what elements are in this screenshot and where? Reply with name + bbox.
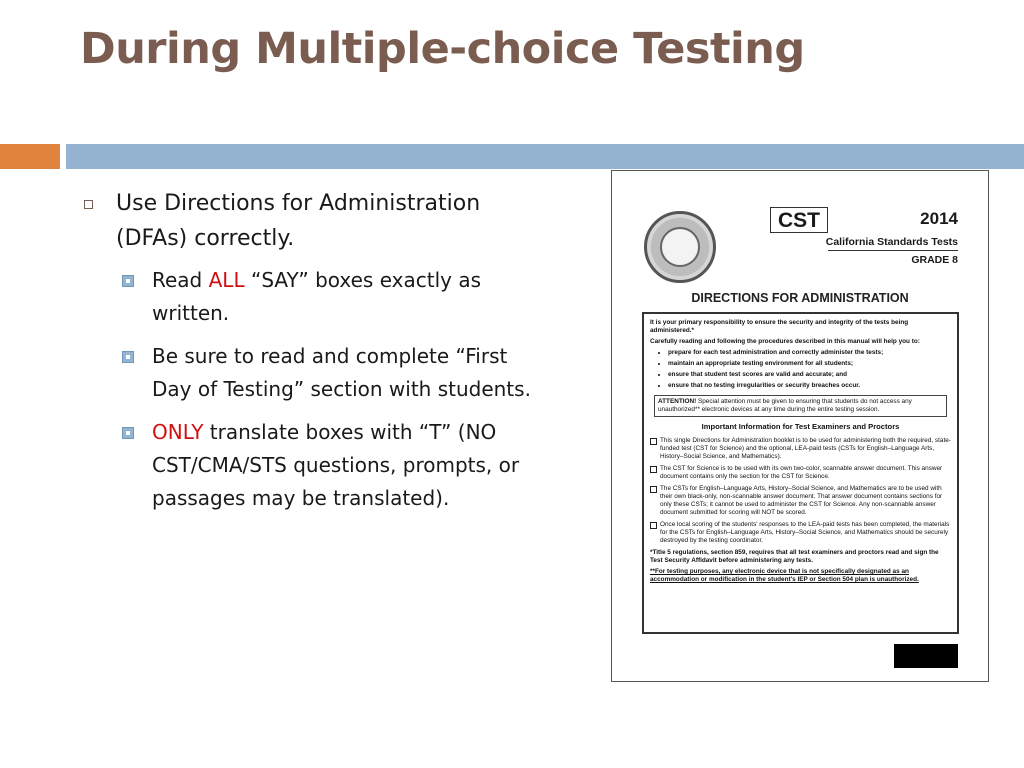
booklet-year: 2014 <box>920 209 958 228</box>
list-item: • ensure that student test scores are valid and accurate; and <box>668 371 951 379</box>
checkbox-item: Once local scoring of the students' responses to the LEA-paid tests has been completed, the materials for the CSTs for English–Language Arts, History–Social Science, and Mathematics should be securely destroyed by the testing coordinator. <box>650 521 951 545</box>
intro-line-2: Carefully reading and following the procedures described in this manual will help you to: <box>650 338 920 345</box>
divider <box>828 250 958 251</box>
sub3-post: translate boxes with “T” (NO CST/CMA/STS questions, prompts, or passages may be translated). <box>152 420 520 510</box>
responsibility-box <box>642 312 959 634</box>
seal-center <box>660 227 700 267</box>
attention-label: ATTENTION! <box>658 398 697 405</box>
info-heading: Important Information for Test Examiners and Proctors <box>701 422 900 431</box>
state-seal-icon <box>644 211 716 283</box>
list-item: • maintain an appropriate testing environment for all students; <box>668 360 951 368</box>
grade-label: GRADE 8 <box>911 254 958 266</box>
accent-bar <box>0 144 60 169</box>
sub1-post: “SAY” boxes exactly as written. <box>152 268 482 325</box>
redaction-block <box>894 644 958 668</box>
sub-bullet-translate <box>80 416 540 515</box>
sub2-text: Be sure to read and complete “First Day of Testing” section with students. <box>152 344 531 401</box>
checkbox-item: The CSTs for English–Language Arts, History–Social Science, and Mathematics are to be used with their own black-only, non-scannable answer document. That answer document contains sections for only these CSTs; it cannot be used to administer the CST for Science. Any non-scannable answer document submitted for scoring will NOT be scored. <box>650 485 951 517</box>
bullet-main <box>80 186 540 256</box>
list-item: • prepare for each test administration and correctly administer the tests; <box>668 349 951 357</box>
attention-box <box>654 395 947 417</box>
sub1-pre: Read <box>152 268 209 292</box>
square-bullet-icon <box>122 427 134 439</box>
checkbox-item: The CST for Science is to be used with its own two-color, scannable answer document. This answer document contains only the section for the CST for Science. <box>650 465 951 481</box>
sub-bullet-first-day <box>80 340 540 406</box>
sub-bullet-say-boxes <box>80 264 540 330</box>
sub1-highlight: ALL <box>208 268 245 292</box>
program-name: California Standards Tests <box>825 236 958 248</box>
dfa-booklet-cover <box>611 170 989 682</box>
list-item: • ensure that no testing irregularities or security breaches occur. <box>668 382 951 390</box>
bullet-main-text: Use Directions for Administration (DFAs) correctly. <box>116 191 481 251</box>
square-bullet-icon <box>122 351 134 363</box>
checkbox-item: This single Directions for Administration booklet is to be used for administering both the required, state-funded test (CST for Science) and the optional, LEA-paid tests (CSTs for English–Language Arts, History–Social Science, and Mathematics). <box>650 437 951 461</box>
footnote-1: *Title 5 regulations, section 859, requires that all test examiners and proctors read and sign the Test Security Affidavit before administering any tests. <box>650 549 939 564</box>
square-bullet-icon <box>84 200 93 209</box>
intro-line-1: It is your primary responsibility to ensure the security and integrity of the tests being administered.* <box>650 319 909 334</box>
responsibility-list <box>650 349 951 390</box>
attention-text: Special attention must be given to ensuring that students do not access any unauthorized** electronic devices at any time during the entire testing session. <box>658 398 912 413</box>
slide-title: During Multiple-choice Testing <box>80 24 805 74</box>
bullet-list <box>80 186 540 525</box>
booklet-heading: DIRECTIONS FOR ADMINISTRATION <box>691 291 909 305</box>
sub3-highlight: ONLY <box>152 420 204 444</box>
square-bullet-icon <box>122 275 134 287</box>
cst-label: CST <box>770 207 828 233</box>
header-bar <box>66 144 1024 169</box>
footnote-2: **For testing purposes, any electronic device that is not specifically designated as an accommodation or modification in the student's IEP or Section 504 plan is unauthorized. <box>650 568 919 583</box>
